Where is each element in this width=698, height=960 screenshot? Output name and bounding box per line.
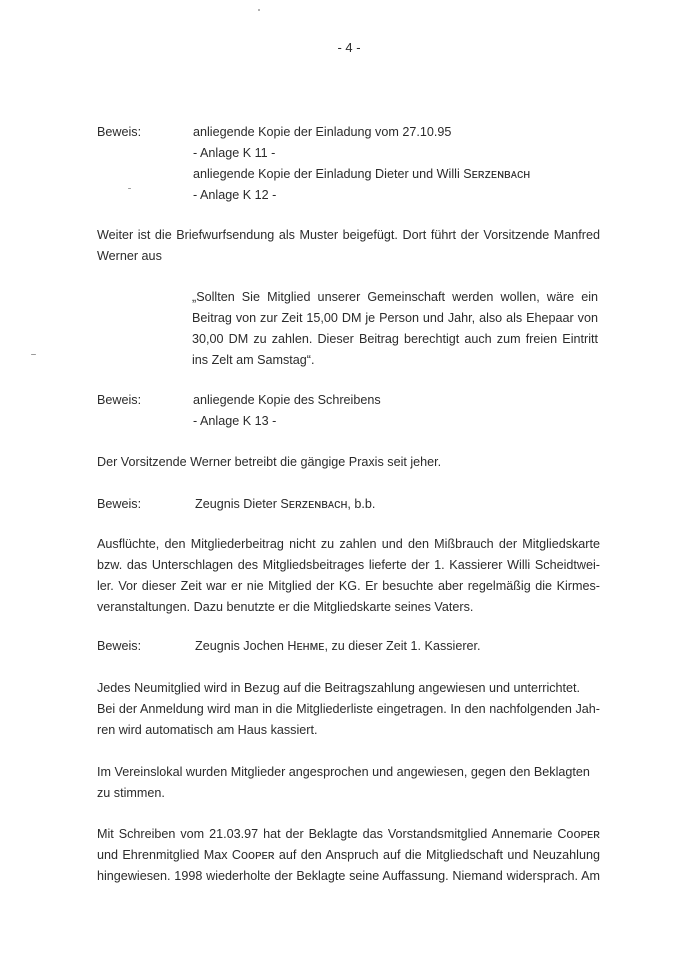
paragraph-line: Der Vorsitzende Werner betreibt die gängige Praxis seit jeher. <box>97 455 442 469</box>
evidence-line: - Anlage K 12 - <box>193 188 277 202</box>
evidence-line: - Anlage K 13 - <box>193 414 277 428</box>
paragraph-line: ler. Vor dieser Zeit war er nie Mitglied der KG. Er besuchte aber regelmäßig die Kirmes- <box>97 579 600 593</box>
paragraph-line: Weiter ist die Briefwurfsendung als Muster beigefügt. Dort führt der Vorsitzende Manfred <box>97 228 600 242</box>
quote-line: Beitrag von zur Zeit 15,00 DM je Person und Jahr, also als Ehepaar von <box>192 311 598 325</box>
paragraph-line: veranstaltungen. Dazu benutzte er die Mitgliedskarte seines Vaters. <box>97 600 474 614</box>
evidence-line: anliegende Kopie des Schreibens <box>193 393 381 407</box>
paragraph-line: bzw. das Unterschlagen des Mitgliedsbeitrages lieferte der 1. Kassierer Willi Scheidtwei- <box>97 558 600 572</box>
quote-line: 30,00 DM zu zahlen. Dieser Beitrag berechtigt auch zum freien Eintritt <box>192 332 598 346</box>
paragraph-line: und Ehrenmitglied Max Cᴏᴏᴘᴇʀ auf den Anspruch auf die Mitgliedschaft und Neuzahlung <box>97 848 600 862</box>
evidence-line: - Anlage K 11 - <box>193 146 276 160</box>
scan-speck <box>258 9 260 11</box>
quote-line: ins Zelt am Samstag“. <box>192 353 315 367</box>
evidence-line: Zeugnis Dieter Sᴇʀᴢᴇɴʙᴀᴄʜ, b.b. <box>195 497 376 511</box>
quote-line: „Sollten Sie Mitglied unserer Gemeinschaft werden wollen, wäre ein <box>192 290 598 304</box>
paragraph-line: ren wird automatisch am Haus kassiert. <box>97 723 318 737</box>
evidence-label: Beweis: <box>97 639 142 653</box>
paragraph-line: Bei der Anmeldung wird man in die Mitgliederliste eingetragen. In den nachfolgenden Jah- <box>97 702 600 716</box>
page-number: - 4 - <box>337 40 361 55</box>
evidence-line: anliegende Kopie der Einladung Dieter und Willi Sᴇʀᴢᴇɴʙᴀᴄʜ <box>193 167 531 181</box>
paragraph-line: Jedes Neumitglied wird in Bezug auf die Beitragszahlung angewiesen und unterrichtet. <box>97 681 581 695</box>
paragraph-line: Im Vereinslokal wurden Mitglieder angesprochen und angewiesen, gegen den Beklagten <box>97 765 590 779</box>
paragraph-line: Mit Schreiben vom 21.03.97 hat der Beklagte das Vorstandsmitglied Annemarie Cᴏᴏᴘᴇʀ <box>97 827 600 841</box>
evidence-line: Zeugnis Jochen Hᴇʜᴍᴇ, zu dieser Zeit 1. Kassierer. <box>195 639 481 653</box>
scan-speck <box>128 188 131 189</box>
evidence-line: anliegende Kopie der Einladung vom 27.10.95 <box>193 125 452 139</box>
paragraph-line: Ausflüchte, den Mitgliederbeitrag nicht zu zahlen und den Mißbrauch der Mitgliedskarte <box>97 537 600 551</box>
evidence-label: Beweis: <box>97 125 142 139</box>
evidence-label: Beweis: <box>97 497 142 511</box>
paragraph-line: Werner aus <box>97 249 162 263</box>
evidence-label: Beweis: <box>97 393 142 407</box>
scan-speck <box>31 354 36 355</box>
paragraph-line: zu stimmen. <box>97 786 165 800</box>
paragraph-line: hingewiesen. 1998 wiederholte der Beklagte seine Auffassung. Niemand widersprach. Am <box>97 869 600 883</box>
